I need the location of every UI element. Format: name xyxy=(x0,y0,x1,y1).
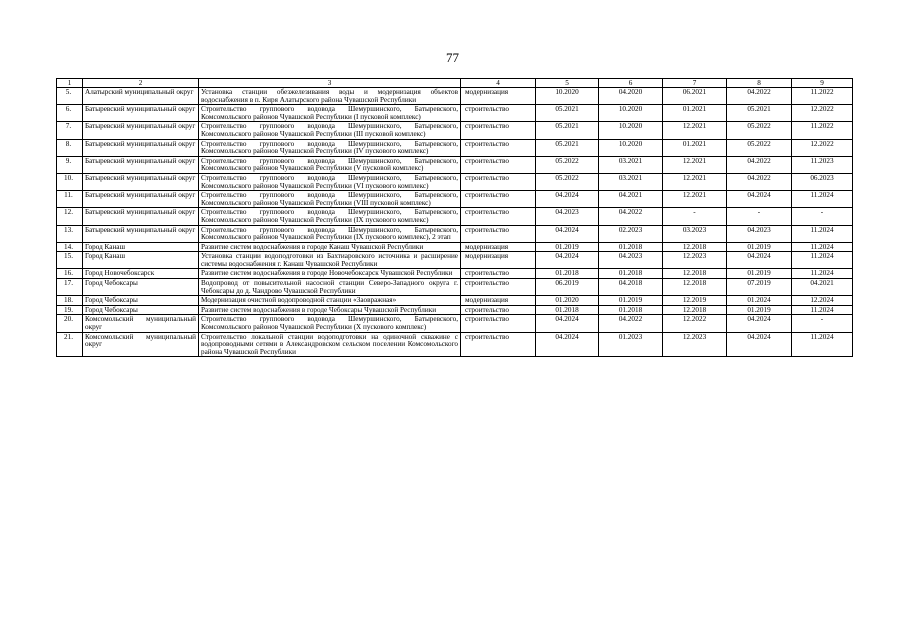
schedule-table xyxy=(56,78,853,357)
date-cell: 04.2023 xyxy=(536,208,599,225)
date-cell: 11.2022 xyxy=(792,88,853,105)
column-header: 5 xyxy=(536,79,599,88)
column-header: 8 xyxy=(727,79,792,88)
date-cell: 04.2024 xyxy=(727,332,792,357)
date-cell: 04.2022 xyxy=(727,156,792,173)
date-cell: 12.2021 xyxy=(663,156,727,173)
date-cell: 11.2024 xyxy=(792,191,853,208)
date-cell: 12.2023 xyxy=(663,332,727,357)
work-type: строительство xyxy=(461,173,536,190)
date-cell: 05.2021 xyxy=(536,105,599,122)
date-cell: 01.2021 xyxy=(663,139,727,156)
page-number: 77 xyxy=(446,50,459,65)
work-type: строительство xyxy=(461,269,536,279)
date-cell: 04.2024 xyxy=(536,252,599,269)
table-row xyxy=(57,296,853,306)
project-name: Строительство группового водовода Шемуршинского, Батыревского, Комсомольского районов Чувашской Республики (IX пускового комплекс), 2 этап xyxy=(199,225,461,242)
date-cell: 01.2018 xyxy=(599,242,663,252)
table-row xyxy=(57,139,853,156)
date-cell: 11.2024 xyxy=(792,225,853,242)
date-cell: 04.2018 xyxy=(599,279,663,296)
date-cell: 11.2024 xyxy=(792,252,853,269)
work-type: строительство xyxy=(461,279,536,296)
date-cell: 04.2024 xyxy=(536,315,599,332)
row-number: 21. xyxy=(57,332,83,357)
date-cell: 05.2022 xyxy=(536,173,599,190)
date-cell: 10.2020 xyxy=(536,88,599,105)
table-row xyxy=(57,191,853,208)
date-cell: 12.2021 xyxy=(663,191,727,208)
project-name: Строительство группового водовода Шемуршинского, Батыревского, Комсомольского районов Чувашской Республики (IV пускового комплекс) xyxy=(199,139,461,156)
table-row xyxy=(57,279,853,296)
table-row xyxy=(57,122,853,139)
date-cell: 04.2024 xyxy=(536,225,599,242)
date-cell: 12.2018 xyxy=(663,279,727,296)
date-cell: - xyxy=(663,208,727,225)
district-name: Комсомольский муниципальный округ xyxy=(83,315,199,332)
district-name: Батыревский муниципальный округ xyxy=(83,122,199,139)
date-cell: 05.2022 xyxy=(727,139,792,156)
column-header: 4 xyxy=(461,79,536,88)
date-cell: 04.2022 xyxy=(727,88,792,105)
table-row xyxy=(57,105,853,122)
date-cell: - xyxy=(727,208,792,225)
date-cell: 11.2024 xyxy=(792,269,853,279)
date-cell: 11.2024 xyxy=(792,332,853,357)
date-cell: 12.2022 xyxy=(792,139,853,156)
date-cell: 04.2024 xyxy=(727,315,792,332)
project-name: Строительство группового водовода Шемуршинского, Батыревского, Комсомольского районов Чувашской Республики (VIII пусковой комплекс) xyxy=(199,191,461,208)
row-number: 11. xyxy=(57,191,83,208)
project-name: Строительство группового водовода Шемуршинского, Батыревского, Комсомольского районов Чувашской Республики (I пусковой комплекс) xyxy=(199,105,461,122)
work-type: модернизация xyxy=(461,296,536,306)
table-row xyxy=(57,88,853,105)
district-name: Город Канаш xyxy=(83,252,199,269)
district-name: Город Чебоксары xyxy=(83,296,199,306)
date-cell: 01.2018 xyxy=(599,269,663,279)
district-name: Батыревский муниципальный округ xyxy=(83,208,199,225)
table-row xyxy=(57,173,853,190)
column-header: 2 xyxy=(83,79,199,88)
date-cell: 05.2021 xyxy=(727,105,792,122)
work-type: строительство xyxy=(461,139,536,156)
date-cell: - xyxy=(792,315,853,332)
row-number: 12. xyxy=(57,208,83,225)
date-cell: 01.2021 xyxy=(663,105,727,122)
work-type: строительство xyxy=(461,208,536,225)
column-header: 7 xyxy=(663,79,727,88)
date-cell: 04.2023 xyxy=(599,252,663,269)
project-name: Установка станции обезжелезивания воды и модернизация объектов водоснабжения в п. Киря Алатырского района Чувашской Республики xyxy=(199,88,461,105)
date-cell: 12.2018 xyxy=(663,242,727,252)
work-type: модернизация xyxy=(461,242,536,252)
district-name: Батыревский муниципальный округ xyxy=(83,139,199,156)
district-name: Батыревский муниципальный округ xyxy=(83,191,199,208)
project-name: Установка станции водоподготовки из Бахтиаровского источника и расширение системы водоснабжения г. Канаш Чувашской Республики xyxy=(199,252,461,269)
column-header: 3 xyxy=(199,79,461,88)
date-cell: 01.2023 xyxy=(599,332,663,357)
row-number: 20. xyxy=(57,315,83,332)
date-cell: 12.2024 xyxy=(792,296,853,306)
column-header: 6 xyxy=(599,79,663,88)
date-cell: 11.2022 xyxy=(792,122,853,139)
district-name: Город Канаш xyxy=(83,242,199,252)
date-cell: 01.2019 xyxy=(727,305,792,315)
district-name: Батыревский муниципальный округ xyxy=(83,225,199,242)
date-cell: 04.2024 xyxy=(536,191,599,208)
date-cell: 11.2024 xyxy=(792,242,853,252)
row-number: 6. xyxy=(57,105,83,122)
date-cell: 01.2019 xyxy=(599,296,663,306)
row-number: 7. xyxy=(57,122,83,139)
date-cell: 05.2022 xyxy=(727,122,792,139)
date-cell: 03.2021 xyxy=(599,156,663,173)
date-cell: 11.2024 xyxy=(792,305,853,315)
date-cell: 04.2024 xyxy=(536,332,599,357)
row-number: 16. xyxy=(57,269,83,279)
district-name: Город Чебоксары xyxy=(83,305,199,315)
table-row xyxy=(57,225,853,242)
project-name: Строительство группового водовода Шемуршинского, Батыревского, Комсомольского районов Чувашской Республики (V пусковой комплекс) xyxy=(199,156,461,173)
row-number: 13. xyxy=(57,225,83,242)
date-cell: 11.2023 xyxy=(792,156,853,173)
work-type: строительство xyxy=(461,225,536,242)
district-name: Батыревский муниципальный округ xyxy=(83,173,199,190)
date-cell: 10.2020 xyxy=(599,122,663,139)
date-cell: 04.2023 xyxy=(727,225,792,242)
project-name: Строительство локальной станции водоподготовки на одиночной скважине с водопроводными сетями в Александровском сельском поселении Комсомольского района Чувашской Республики xyxy=(199,332,461,357)
district-name: Город Чебоксары xyxy=(83,279,199,296)
table-row xyxy=(57,156,853,173)
date-cell: 12.2021 xyxy=(663,122,727,139)
date-cell: 10.2020 xyxy=(599,105,663,122)
work-type: строительство xyxy=(461,332,536,357)
date-cell: 01.2018 xyxy=(536,269,599,279)
row-number: 18. xyxy=(57,296,83,306)
date-cell: 05.2021 xyxy=(536,139,599,156)
date-cell: 04.2024 xyxy=(727,191,792,208)
district-name: Батыревский муниципальный округ xyxy=(83,105,199,122)
date-cell: 12.2018 xyxy=(663,269,727,279)
date-cell: 06.2023 xyxy=(792,173,853,190)
project-name: Водопровод от повысительной насосной станции Северо-Западного округа г. Чебоксары до д. Чандрово Чувашской Республики xyxy=(199,279,461,296)
date-cell: - xyxy=(792,208,853,225)
date-cell: 04.2020 xyxy=(599,88,663,105)
project-name: Развитие систем водоснабжения в городе Новочебоксарск Чувашской Республики xyxy=(199,269,461,279)
district-name: Батыревский муниципальный округ xyxy=(83,156,199,173)
date-cell: 12.2019 xyxy=(663,296,727,306)
date-cell: 04.2022 xyxy=(599,208,663,225)
project-name: Модернизация очистной водопроводной станции «Заовражная» xyxy=(199,296,461,306)
date-cell: 01.2018 xyxy=(599,305,663,315)
row-number: 14. xyxy=(57,242,83,252)
table-row xyxy=(57,269,853,279)
table-row xyxy=(57,252,853,269)
date-cell: 02.2023 xyxy=(599,225,663,242)
date-cell: 12.2018 xyxy=(663,305,727,315)
date-cell: 05.2021 xyxy=(536,122,599,139)
table-row xyxy=(57,305,853,315)
project-name: Строительство группового водовода Шемуршинского, Батыревского, Комсомольского районов Чувашской Республики (III пусковой комплекс) xyxy=(199,122,461,139)
date-cell: 01.2024 xyxy=(727,296,792,306)
date-cell: 05.2022 xyxy=(536,156,599,173)
date-cell: 04.2021 xyxy=(792,279,853,296)
district-name: Город Новочебоксарск xyxy=(83,269,199,279)
column-header: 1 xyxy=(57,79,83,88)
date-cell: 12.2021 xyxy=(663,173,727,190)
project-name: Развитие систем водоснабжения в городе Канаш Чувашской Республики xyxy=(199,242,461,252)
date-cell: 06.2019 xyxy=(536,279,599,296)
date-cell: 12.2022 xyxy=(663,315,727,332)
project-name: Строительство группового водовода Шемуршинского, Батыревского, Комсомольского районов Чувашской Республики (IX пускового комплекс) xyxy=(199,208,461,225)
row-number: 8. xyxy=(57,139,83,156)
date-cell: 01.2019 xyxy=(536,242,599,252)
table-row xyxy=(57,332,853,357)
work-type: строительство xyxy=(461,105,536,122)
work-type: модернизация xyxy=(461,88,536,105)
project-name: Строительство группового водовода Шемуршинского, Батыревского, Комсомольского районов Чувашской Республики (VI пускового комплекс) xyxy=(199,173,461,190)
project-name: Строительство группового водовода Шемуршинского, Батыревского, Комсомольского районов Чувашской Республики (X пускового комплекс) xyxy=(199,315,461,332)
work-type: строительство xyxy=(461,122,536,139)
district-name: Алатырский муниципальный округ xyxy=(83,88,199,105)
row-number: 17. xyxy=(57,279,83,296)
work-type: модернизация xyxy=(461,252,536,269)
table-row xyxy=(57,242,853,252)
date-cell: 04.2024 xyxy=(727,252,792,269)
work-type: строительство xyxy=(461,156,536,173)
date-cell: 12.2023 xyxy=(663,252,727,269)
date-cell: 04.2022 xyxy=(599,315,663,332)
date-cell: 01.2019 xyxy=(727,242,792,252)
column-header: 9 xyxy=(792,79,853,88)
row-number: 19. xyxy=(57,305,83,315)
date-cell: 04.2021 xyxy=(599,191,663,208)
district-name: Комсомольский муниципальный округ xyxy=(83,332,199,357)
date-cell: 01.2018 xyxy=(536,305,599,315)
table-row xyxy=(57,208,853,225)
date-cell: 06.2021 xyxy=(663,88,727,105)
date-cell: 01.2020 xyxy=(536,296,599,306)
work-type: строительство xyxy=(461,315,536,332)
date-cell: 03.2023 xyxy=(663,225,727,242)
row-number: 10. xyxy=(57,173,83,190)
row-number: 15. xyxy=(57,252,83,269)
date-cell: 12.2022 xyxy=(792,105,853,122)
work-type: строительство xyxy=(461,305,536,315)
project-name: Развитие систем водоснабжения в городе Чебоксары Чувашской Республики xyxy=(199,305,461,315)
date-cell: 01.2019 xyxy=(727,269,792,279)
date-cell: 03.2021 xyxy=(599,173,663,190)
work-type: строительство xyxy=(461,191,536,208)
row-number: 9. xyxy=(57,156,83,173)
date-cell: 07.2019 xyxy=(727,279,792,296)
date-cell: 10.2020 xyxy=(599,139,663,156)
row-number: 5. xyxy=(57,88,83,105)
column-number-row xyxy=(57,79,853,88)
table-row xyxy=(57,315,853,332)
date-cell: 04.2022 xyxy=(727,173,792,190)
